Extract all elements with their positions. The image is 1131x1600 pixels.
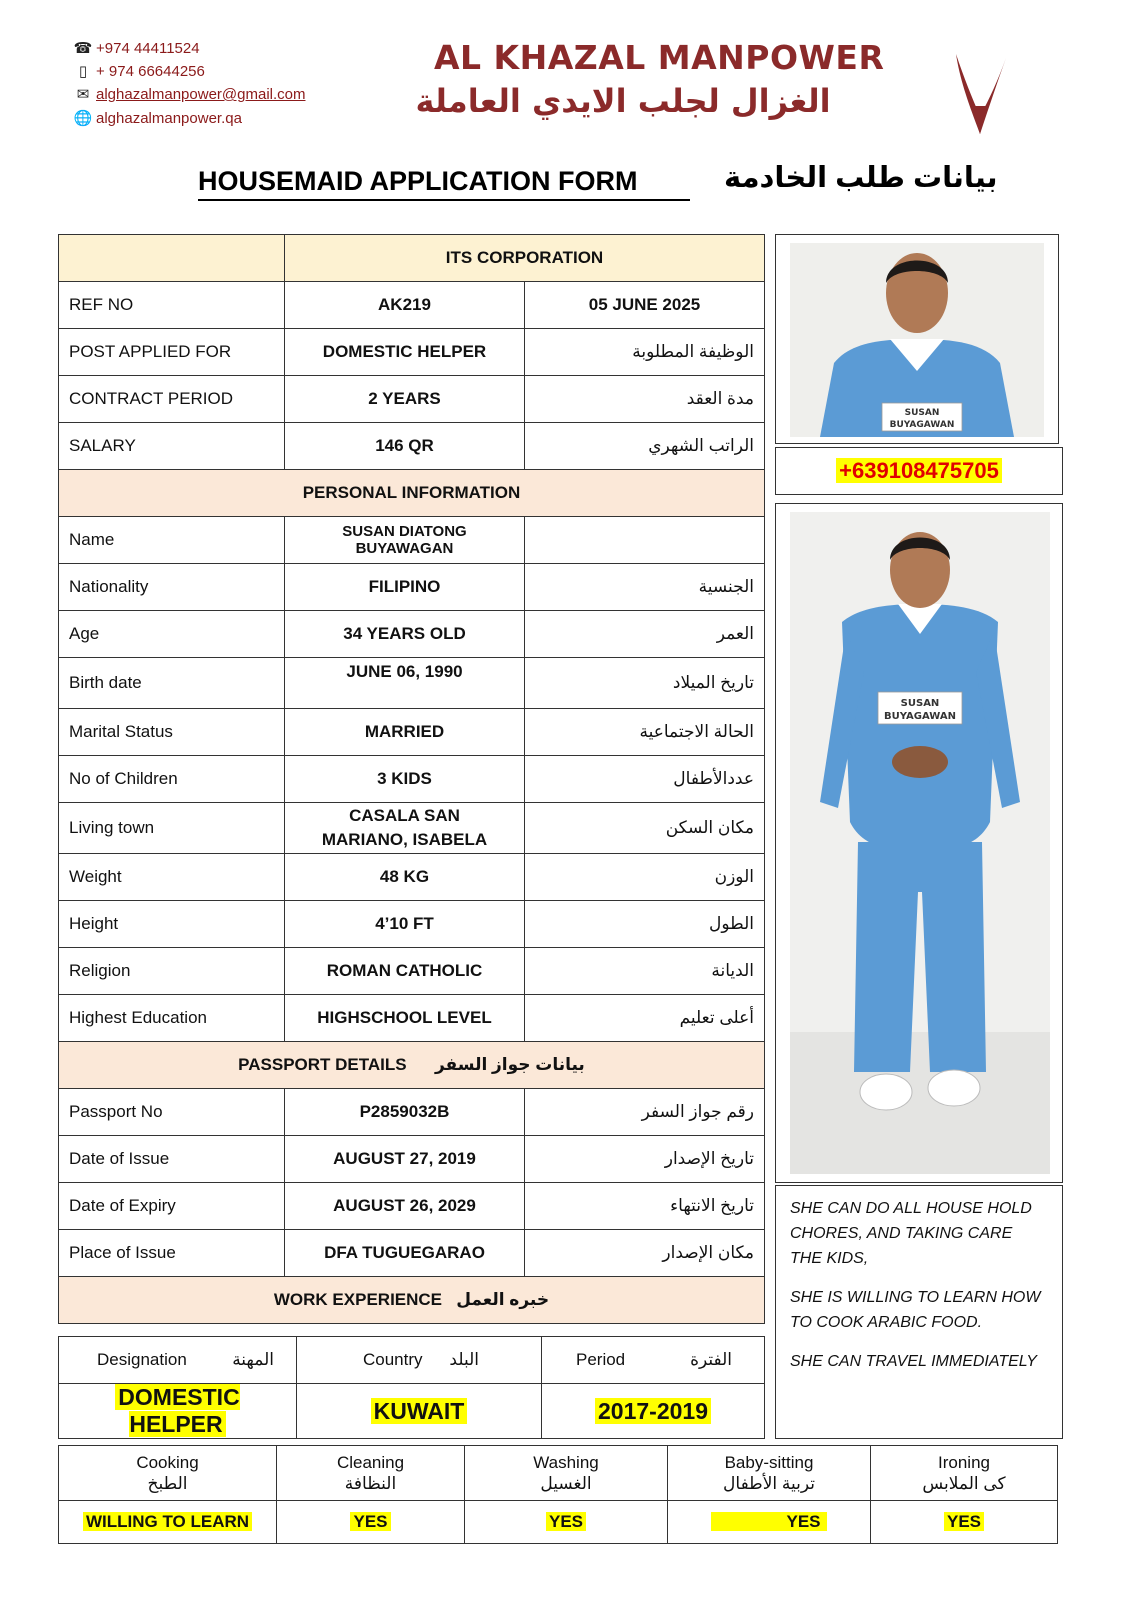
row-label-ar: الجنسية	[525, 564, 765, 611]
designation-header: Designation المهنة	[59, 1337, 297, 1384]
work-experience-title	[59, 1277, 765, 1324]
envelope-icon: ✉	[76, 86, 90, 103]
telephone-icon: ☎	[73, 40, 93, 57]
brand-name-ar: الغزال لجلب الايدي العاملة	[415, 82, 831, 120]
table-row	[59, 376, 765, 423]
row-label-ar: الوظيفة المطلوبة	[525, 329, 765, 376]
row-label-ar: مكان السكن	[525, 803, 765, 854]
row-label: SALARY	[59, 423, 285, 470]
row-value: 2 YEARS	[285, 376, 525, 423]
section-header	[59, 1042, 765, 1089]
row-label: Age	[59, 611, 285, 658]
row-label-ar: الطول	[525, 901, 765, 948]
table-row	[59, 1089, 765, 1136]
section-header	[59, 1277, 765, 1324]
name-tag-line1: SUSAN	[900, 698, 940, 709]
note-item: SHE CAN DO ALL HOUSE HOLD CHORES, AND TAKING CARE THE KIDS,	[790, 1200, 1032, 1267]
section-header	[59, 470, 765, 517]
agency-row	[59, 235, 765, 282]
row-label: Marital Status	[59, 709, 285, 756]
row-label: Weight	[59, 854, 285, 901]
row-value: MARRIED	[285, 709, 525, 756]
table-row	[59, 282, 765, 329]
row-value: DFA TUGUEGARAO	[285, 1230, 525, 1277]
skill-cooking-header: Cooking الطبخ	[59, 1446, 277, 1501]
table-row	[59, 329, 765, 376]
table-row	[59, 803, 765, 854]
person-portrait-icon	[790, 243, 1044, 437]
row-label-ar: مدة العقد	[525, 376, 765, 423]
work-header-row	[59, 1337, 765, 1384]
full-body-photo-frame	[775, 503, 1063, 1183]
row-label: Height	[59, 901, 285, 948]
work-title-ar: خبره العمل	[456, 1290, 550, 1309]
table-row	[59, 423, 765, 470]
row-label-ar: عددالأطفال	[525, 756, 765, 803]
form-title: HOUSEMAID APPLICATION FORM	[198, 166, 638, 196]
row-value: 146 QR	[285, 423, 525, 470]
skill-washing-header: Washing الغسيل	[465, 1446, 668, 1501]
personal-info-title: PERSONAL INFORMATION	[59, 470, 765, 517]
table-row	[59, 756, 765, 803]
work-row	[59, 1384, 765, 1439]
name-tag-line1: SUSAN	[904, 408, 940, 418]
country-header: Country البلد	[297, 1337, 542, 1384]
row-label: CONTRACT PERIOD	[59, 376, 285, 423]
row-label: Date of Expiry	[59, 1183, 285, 1230]
period-value: 2017-2019	[542, 1384, 765, 1439]
brand-name-en: AL KHAZAL MANPOWER	[434, 38, 885, 77]
passport-details-title	[59, 1042, 765, 1089]
table-row	[59, 517, 765, 564]
row-value: 3 KIDS	[285, 756, 525, 803]
ref-no-value: AK219	[285, 282, 525, 329]
agency-name: ITS CORPORATION	[285, 235, 765, 282]
blank-cell	[59, 235, 285, 282]
row-value: 34 YEARS OLD	[285, 611, 525, 658]
note-item: SHE IS WILLING TO LEARN HOW TO COOK ARABIC FOOD.	[790, 1289, 1041, 1331]
passport-title-ar: بيانات جواز السفر	[434, 1055, 585, 1074]
name-value: SUSAN DIATONG BUYAWAGAN	[285, 517, 525, 564]
row-label: POST APPLIED FOR	[59, 329, 285, 376]
email-link[interactable]: alghazalmanpower@gmail.com	[96, 86, 306, 103]
row-label-ar: رقم جواز السفر	[525, 1089, 765, 1136]
row-value: 4’10 FT	[285, 901, 525, 948]
portrait-photo	[790, 243, 1044, 437]
row-value: AUGUST 26, 2029	[285, 1183, 525, 1230]
title-underline	[198, 199, 690, 201]
skill-washing-value: YES	[465, 1501, 668, 1544]
row-label-ar: مكان الإصدار	[525, 1230, 765, 1277]
row-value: FILIPINO	[285, 564, 525, 611]
form-title-ar: بيانات طلب الخادمة	[724, 162, 998, 194]
skills-table	[58, 1445, 1058, 1544]
table-row	[59, 1230, 765, 1277]
table-row	[59, 658, 765, 709]
row-label-ar: الراتب الشهري	[525, 423, 765, 470]
row-value: AUGUST 27, 2019	[285, 1136, 525, 1183]
row-value: DOMESTIC HELPER	[285, 329, 525, 376]
row-label: Date of Issue	[59, 1136, 285, 1183]
passport-title-en: PASSPORT DETAILS	[238, 1055, 407, 1074]
row-label: Living town	[59, 803, 285, 854]
skill-ironing-header: Ironing كی الملابس	[871, 1446, 1058, 1501]
row-label: Religion	[59, 948, 285, 995]
person-full-body-icon	[790, 512, 1050, 1174]
name-tag-line2: BUYAGAWAN	[884, 711, 956, 722]
table-row	[59, 995, 765, 1042]
full-body-photo	[790, 512, 1050, 1174]
skill-ironing-value: YES	[871, 1501, 1058, 1544]
row-label: Passport No	[59, 1089, 285, 1136]
row-label: Name	[59, 517, 285, 564]
country-value: KUWAIT	[297, 1384, 542, 1439]
row-label-ar: تاريخ الميلاد	[525, 658, 765, 709]
contact-number-box	[775, 447, 1063, 495]
note-item: SHE CAN TRAVEL IMMEDIATELY	[790, 1353, 1037, 1370]
row-label: Nationality	[59, 564, 285, 611]
row-label-ar: العمر	[525, 611, 765, 658]
work-title-en: WORK EXPERIENCE	[273, 1290, 443, 1309]
work-experience-table	[58, 1336, 765, 1439]
skill-babysitting-value: YES	[668, 1501, 871, 1544]
row-label: Birth date	[59, 658, 285, 709]
period-header: Period الفترة	[542, 1337, 765, 1384]
email[interactable]	[70, 86, 306, 104]
phone-2: ▯ + 974 66644256	[70, 63, 205, 81]
row-label-ar	[525, 517, 765, 564]
skill-cleaning-header: Cleaning النظافة	[277, 1446, 465, 1501]
row-label: REF NO	[59, 282, 285, 329]
table-row	[59, 1183, 765, 1230]
row-label: Highest Education	[59, 995, 285, 1042]
table-row	[59, 611, 765, 658]
row-value: JUNE 06, 1990	[285, 658, 525, 709]
name-tag-line2: BUYAGAWAN	[889, 420, 955, 430]
table-row	[59, 709, 765, 756]
skill-cleaning-value: YES	[277, 1501, 465, 1544]
row-label-ar: الديانة	[525, 948, 765, 995]
row-label-ar: الوزن	[525, 854, 765, 901]
portrait-photo-frame	[775, 234, 1059, 444]
row-label-ar: تاريخ الإصدار	[525, 1136, 765, 1183]
mobile-phone-icon: ▯	[78, 63, 88, 80]
table-row	[59, 901, 765, 948]
contact-number: +639108475705	[836, 458, 1002, 483]
row-label: No of Children	[59, 756, 285, 803]
row-value: ROMAN CATHOLIC	[285, 948, 525, 995]
notes-box	[775, 1185, 1063, 1439]
row-label: Place of Issue	[59, 1230, 285, 1277]
row-label-ar: أعلى تعليم	[525, 995, 765, 1042]
row-value: HIGHSCHOOL LEVEL	[285, 995, 525, 1042]
skills-header-row	[59, 1446, 1058, 1501]
table-row	[59, 1136, 765, 1183]
table-row	[59, 564, 765, 611]
ref-date-value: 05 JUNE 2025	[525, 282, 765, 329]
website[interactable]: 🌐 alghazalmanpower.qa	[70, 110, 242, 128]
application-table	[58, 234, 765, 1324]
table-row	[59, 854, 765, 901]
skills-value-row	[59, 1501, 1058, 1544]
table-row	[59, 948, 765, 995]
phone-1: ☎ +974 44411524	[70, 40, 200, 58]
gazelle-logo-icon	[950, 50, 1010, 140]
skill-cooking-value: WILLING TO LEARN	[59, 1501, 277, 1544]
globe-icon: 🌐	[73, 110, 93, 127]
row-value: CASALA SAN MARIANO, ISABELA	[285, 803, 525, 854]
designation-value: DOMESTIC HELPER	[59, 1384, 297, 1439]
row-label-ar: الحالة الاجتماعية	[525, 709, 765, 756]
skill-babysitting-header: Baby-sitting تربية الأطفال	[668, 1446, 871, 1501]
row-value: P2859032B	[285, 1089, 525, 1136]
row-label-ar: تاريخ الانتهاء	[525, 1183, 765, 1230]
row-value: 48 KG	[285, 854, 525, 901]
